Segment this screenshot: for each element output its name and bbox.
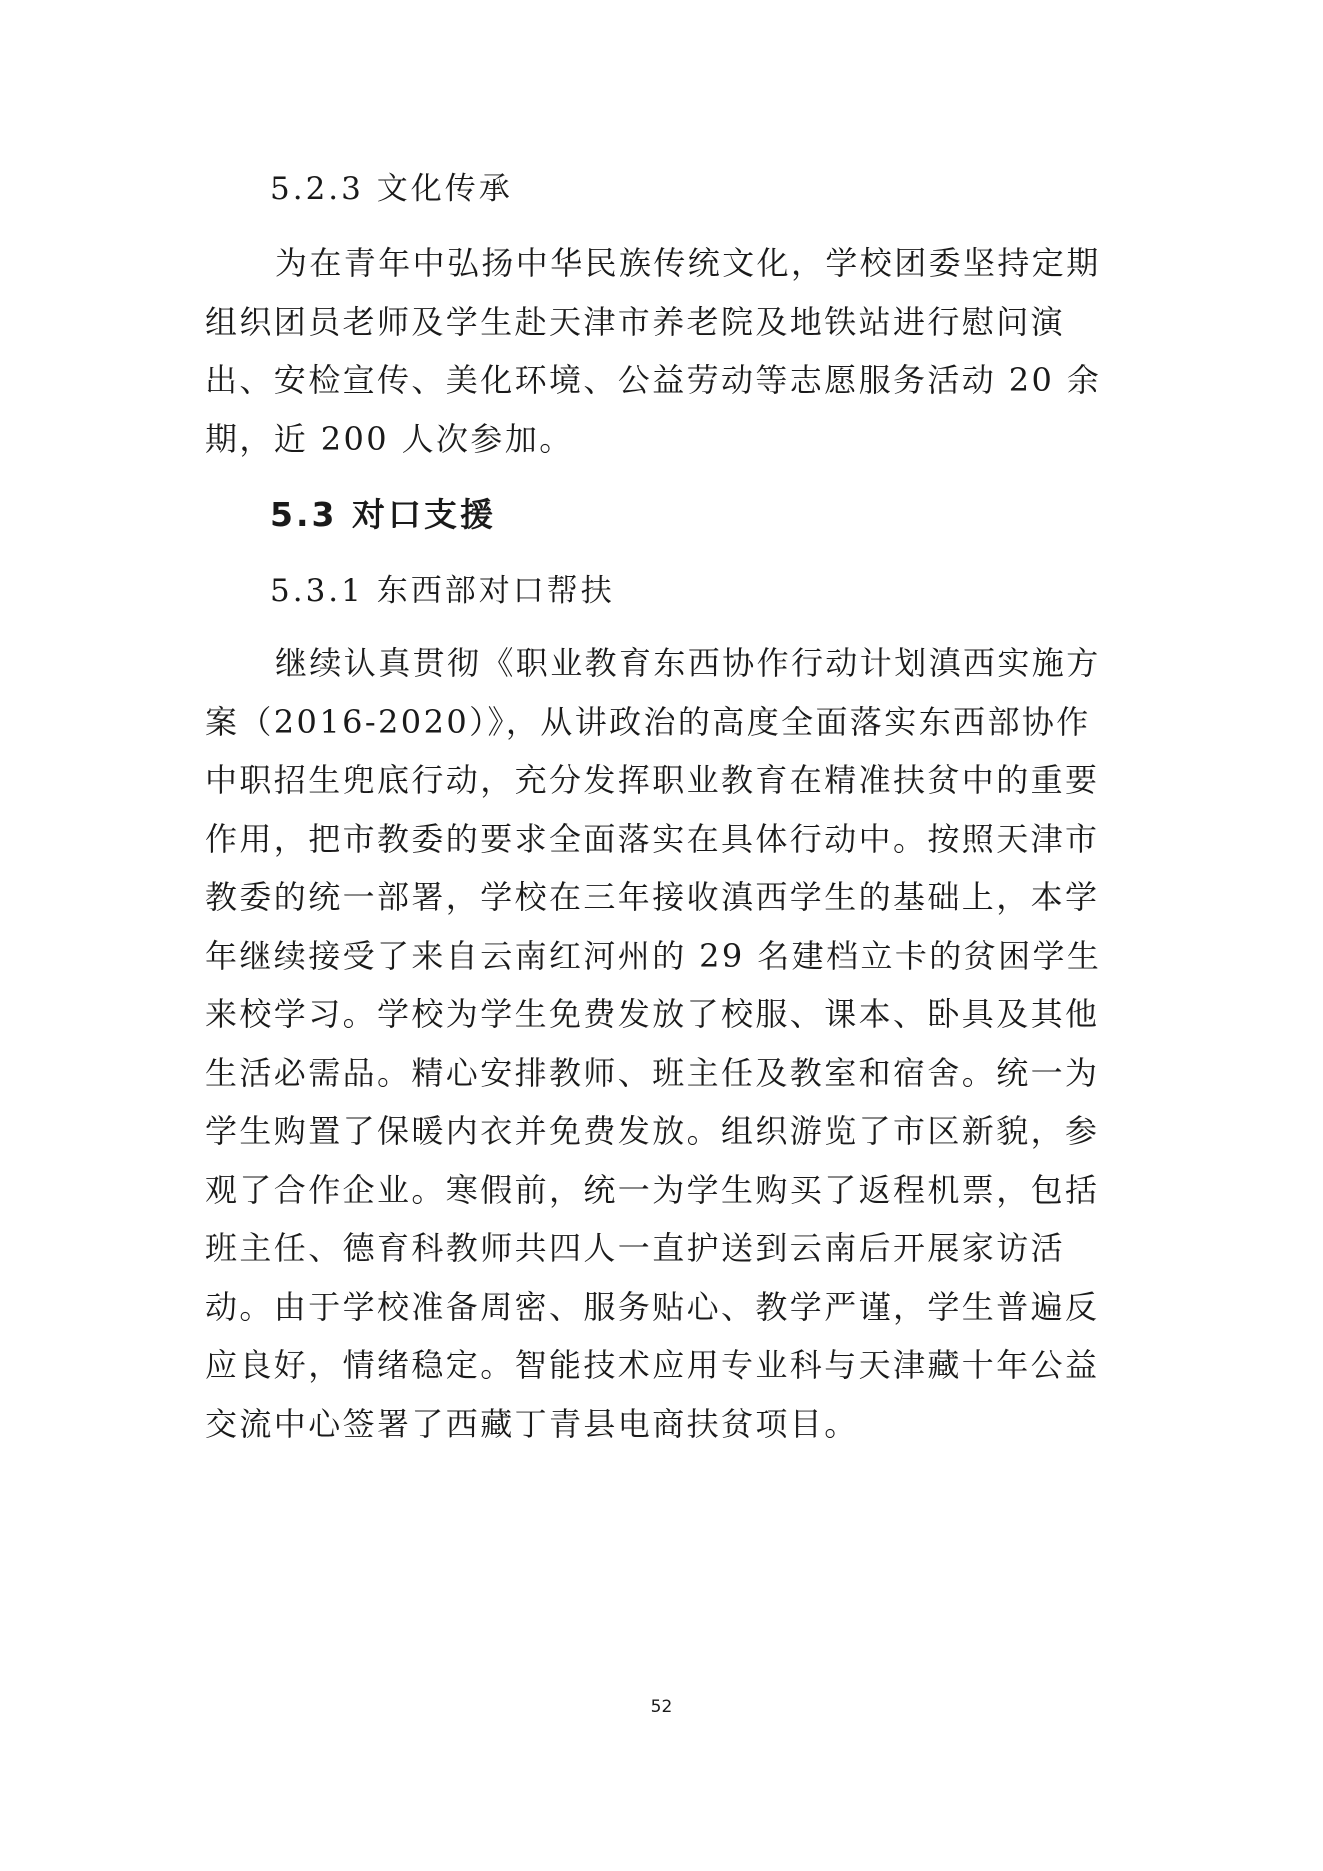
paragraph-line: 作用，把市教委的要求全面落实在具体行动中。按照天津市 <box>205 819 1100 858</box>
paragraph-line: 来校学习。学校为学生免费发放了校服、课本、卧具及其他 <box>205 995 1100 1033</box>
paragraph-line: 继续认真贯彻《职业教育东西协作行动计划滇西实施方 <box>275 644 1101 682</box>
paragraph-line: 生活必需品。精心安排教师、班主任及教室和宿舍。统一为 <box>205 1053 1100 1092</box>
paragraph-line: 为在青年中弘扬中华民族传统文化，学校团委坚持定期 <box>275 244 1101 282</box>
paragraph-line: 观了合作企业。寒假前，统一为学生购买了返程机票，包括 <box>205 1170 1100 1209</box>
paragraph-line: 学生购置了保暖内衣并免费发放。组织游览了市区新貌，参 <box>205 1112 1100 1150</box>
paragraph-line: 期，近 200 人次参加。 <box>205 419 574 458</box>
paragraph-line: 出、安检宣传、美化环境、公益劳动等志愿服务活动 20 余 <box>205 361 1102 399</box>
heading-5-2-3: 5.2.3 文化传承 <box>270 171 513 207</box>
page-number: 52 <box>650 1697 673 1717</box>
paragraph-line: 动。由于学校准备周密、服务贴心、教学严谨，学生普遍反 <box>205 1287 1100 1326</box>
paragraph-line: 组织团员老师及学生赴天津市养老院及地铁站进行慰问演 <box>205 302 1066 341</box>
paragraph-cultural-heritage <box>205 234 1125 468</box>
paragraph-line: 应良好，情绪稳定。智能技术应用专业科与天津藏十年公益 <box>205 1346 1100 1384</box>
heading-5-3: 5.3 对口支援 <box>270 495 496 534</box>
paragraph-line: 教委的统一部署，学校在三年接收滇西学生的基础上，本学 <box>205 878 1100 916</box>
paragraph-line: 年继续接受了来自云南红河州的 29 名建档立卡的贫困学生 <box>205 936 1102 975</box>
paragraph-line: 中职招生兜底行动，充分发挥职业教育在精准扶贫中的重要 <box>205 761 1100 799</box>
paragraph-line: 交流中心签署了西藏丁青县电商扶贫项目。 <box>205 1404 859 1443</box>
heading-5-3-1: 5.3.1 东西部对口帮扶 <box>270 573 615 609</box>
paragraph-line: 案（2016-2020）》，从讲政治的高度全面落实东西部协作 <box>205 702 1091 741</box>
paragraph-line: 班主任、德育科教师共四人一直护送到云南后开展家访活 <box>205 1229 1066 1267</box>
paragraph-east-west-assistance <box>205 634 1125 1453</box>
